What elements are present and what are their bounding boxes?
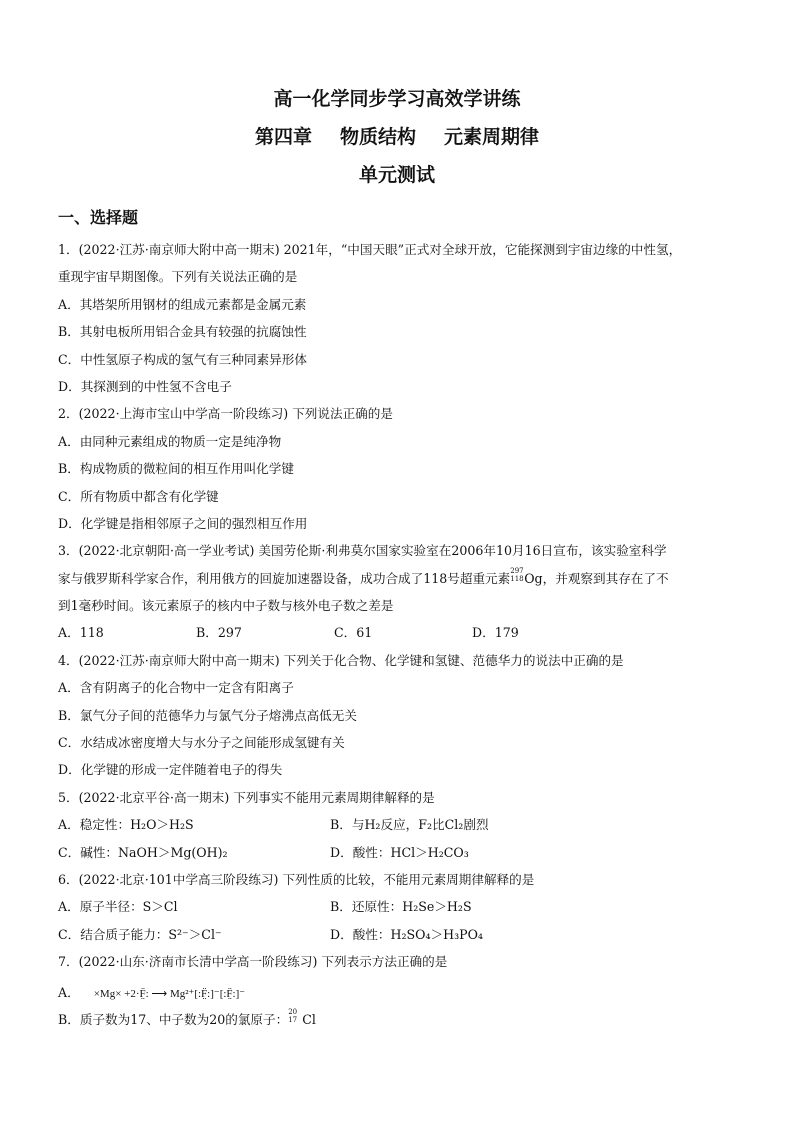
option-a: A．原子半径：S＞Cl [58, 899, 178, 915]
option-a: A．118 [58, 625, 104, 641]
question-stem: 重现宇宙早期图像。下列有关说法正确的是 [58, 269, 298, 285]
option-b: B．质子数为17、中子数为20的氯原子： 20 17 Cl [58, 1006, 748, 1033]
chapter-title [0, 122, 794, 149]
option-a: A．由同种元素组成的物质一定是纯净物 [58, 433, 282, 449]
option-d: D．化学键是指相邻原子之间的强烈相互作用 [58, 515, 308, 531]
option-c: C．61 [334, 625, 373, 641]
question-stem: 7．(2022·山东·济南市长清中学高一阶段练习) 下列表示方法正确的是 [58, 954, 448, 970]
question-stem: 2．(2022·上海市宝山中学高一阶段练习) 下列说法正确的是 [58, 406, 393, 422]
option-c: C．碱性：NaOH＞Mg(OH)₂ [58, 844, 228, 860]
option-row [58, 619, 748, 646]
question-stem: 1．(2022·江苏·南京师大附中高一期末) 2021年，“中国天眼”正式对全球开放，它能探测到宇宙边缘的中性氢， [58, 242, 682, 257]
option-a: A．其塔架所用钢材的组成元素都是金属元素 [58, 296, 307, 312]
option-b: B．其射电板所用铝合金具有较强的抗腐蚀性 [58, 324, 307, 340]
option-a: A．含有阴离子的化合物中一定含有阳离子 [58, 680, 294, 696]
option-c: C．中性氢原子构成的氢气有三种同素异形体 [58, 351, 307, 367]
isotope-symbol: 20 17 Cl [288, 1007, 316, 1027]
question-stem: 5．(2022·北京平谷·高一期末) 下列事实不能用元素周期律解释的是 [58, 789, 435, 805]
option-d: D．酸性：H₂SO₄＞H₃PO₄ [330, 926, 483, 942]
question-stem: 家与俄罗斯科学家合作，利用俄方的回旋加速器设备，成功合成了118号超重元素 297 118 Og，并观察到其存在了不 [58, 565, 748, 592]
option-c: C．所有物质中都含有化学键 [58, 488, 219, 504]
option-row [58, 921, 748, 948]
option-row [58, 811, 748, 838]
option-b: B．297 [196, 625, 242, 641]
question-stem: 3．(2022·北京朝阳·高一学业考试) 美国劳伦斯·利弗莫尔国家实验室在2006年10月16日宣布，该实验室科学 [58, 543, 667, 559]
unit-test-title: 单元测试 [358, 164, 435, 186]
isotope-symbol: 297 118 Og [510, 566, 543, 586]
question-stem: 6．(2022·北京·101中学高三阶段练习) 下列性质的比较，不能用元素周期律解释的是 [58, 871, 535, 887]
chapter-topic-2: 元素周期律 [444, 126, 540, 148]
question-stem: 4．(2022·江苏·南京师大附中高一期末) 下列关于化合物、化学键和氢键、范德华力的说法中正确的是 [58, 652, 624, 668]
book-title: 高一化学同步学习高效学讲练 [273, 88, 521, 110]
option-row [58, 893, 748, 920]
option-row [58, 839, 748, 866]
question-list [58, 236, 748, 1033]
option-d: D．化学键的形成一定伴随着电子的得失 [58, 762, 283, 778]
chapter-topic-1: 物质结构 [339, 126, 416, 148]
option-c: C．结合质子能力：S²⁻＞Cl⁻ [58, 926, 222, 942]
option-d: D．酸性：HCl＞H₂CO₃ [330, 844, 469, 860]
option-b: B．构成物质的微粒间的相互作用叫化学键 [58, 461, 294, 477]
option-b: B．与H₂反应，F₂比Cl₂剧烈 [330, 817, 489, 833]
option-b: B．还原性：H₂Se＞H₂S [330, 899, 472, 915]
chapter-number: 第四章 [254, 126, 312, 148]
option-a: A． ×Mg× +2·F̤̈: ⟶ Mg²⁺[:F̤̈:]⁻[:F̤̈:]⁻ [58, 984, 246, 1000]
option-d: D．179 [472, 625, 519, 641]
question-stem: 到1毫秒时间。该元素原子的核内中子数与核外电子数之差是 [58, 598, 394, 614]
section-heading: 一、选择题 [58, 208, 139, 227]
option-d: D．其探测到的中性氢不含电子 [58, 378, 232, 394]
option-c: C．水结成冰密度增大与水分子之间能形成氢键有关 [58, 735, 345, 751]
option-a: A．稳定性：H₂O＞H₂S [58, 817, 194, 833]
electron-dot-formula: ×Mg× +2·F̤̈: ⟶ Mg²⁺[:F̤̈:]⁻[:F̤̈:]⁻ [93, 987, 246, 1000]
option-b: B．氯气分子间的范德华力与氯气分子熔沸点高低无关 [58, 707, 357, 723]
